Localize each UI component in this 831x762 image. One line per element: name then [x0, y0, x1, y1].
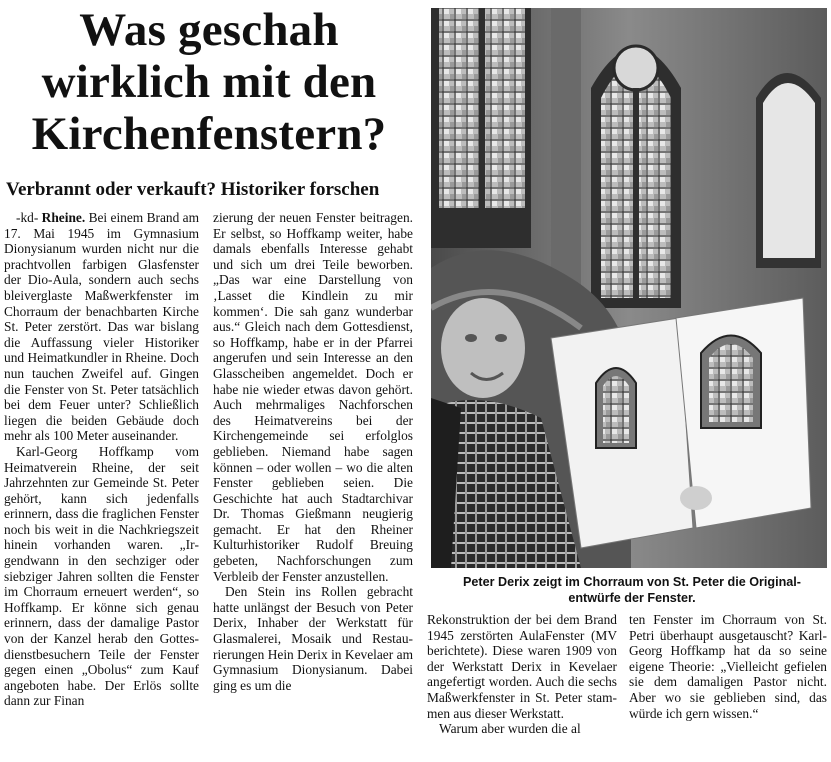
headline-line-1: Was geschah	[79, 4, 339, 56]
article-photo	[431, 8, 827, 568]
church-window-photo	[431, 8, 827, 568]
paragraph: Warum aber wurden die al	[439, 721, 581, 737]
text-column-1	[4, 210, 199, 760]
paragraph: ten Fenster im Chorraum von St. Petri überhaupt ausgetauscht? Karl-Georg Hoffkamp hat da so seine eigene Theorie: „Vielleicht gefielen sie dem damaligen Pastor nicht. Aber wo sie geblieben sind, das würde ich gern wissen.“	[629, 612, 827, 721]
paragraph	[4, 210, 199, 444]
text-column-2	[213, 210, 413, 760]
paragraph: Den Stein ins Rollen gebracht hatte unlängst der Besuch von Peter Derix, Inhaber der Werkstatt für Glasmalerei, Mosaik und Restaurierungen Hein Derix in Kevelaer am Gymnasium Dionysianum. Dabei ging es um die	[213, 584, 413, 693]
paragraph: Karl-Georg Hoffkamp vom Heimatverein Rheine, der seit Jahrzehnten zur Gemeinde St. Peter gehört, kann sich jedenfalls erinnern, dass die fraglichen Fenster noch bis weit in die Nachkriegszeit hinein vorhanden waren. „Irgendwann in den sechziger oder siebziger Jahren sollten die Fenster im Chorraum erneuert werden“, so Hoffkamp. Er könne sich genau erinnern, dass der damalige Pastor von der Kanzel herab den Gottesdienstbesuchern Teile der Fenster gegen einen „Obolus“ zum Kauf angeboten habe. Der Erlös sollte dann zur Finan	[4, 443, 199, 709]
byline: -kd-	[16, 210, 39, 225]
headline-line-2: wirklich mit den	[41, 56, 377, 108]
text-column-4	[629, 612, 827, 760]
caption-line-1: Peter Derix zeigt im Chorraum von St. Peter die Original-	[462, 575, 801, 589]
headline-line-3: Kirchenfenstern?	[31, 108, 387, 160]
caption-line-2: entwürfe der Fenster.	[568, 591, 696, 605]
dateline: Rheine.	[41, 210, 86, 225]
paragraph: Rekonstruktion der bei dem Brand 1945 zerstörten AulaFenster (MV berichtete). Diese waren 1909 von der Werkstatt Derix in Kevelaer angefertigt worden. Auch die sechs Maßwerkfenster in St. Peter stammen aus dieser Werkstatt.	[427, 612, 617, 721]
article-subheadline: Verbrannt oder verkauft? Historiker forschen	[6, 179, 380, 200]
article-headline	[0, 4, 418, 160]
text-column-3	[427, 612, 617, 760]
paragraph-text: Bei einem Brand am 17. Mai 1945 im Gymnasium Dionysianum wurden nicht nur die prachtvollen farbigen Glasfenster der Dio-Aula, sondern auch sechs bleiverglaste Maßwerkfenster im Chorraum der benachbarten Kirche St. Peter zerstört. Das war bislang die Auffassung vieler Historiker und Heimatkundler in Rheine. Doch nun tauchen Zweifel auf. Gingen die Fenster von St. Peter tatsächlich bei dem Feuer unter? Schließlich liegen die beiden Gebäude doch mehr als 100 Meter auseinander.	[4, 210, 199, 444]
photo-caption	[437, 574, 827, 606]
paragraph: zierung der neuen Fenster beitragen. Er selbst, so Hoffkamp weiter, habe damals ebenfalls Interesse gehabt und sich um drei Teile beworben. „Das war eine Darstellung von ‚Lasset die Kindlein zu mir kommen‘. Die sah ganz wunderbar aus.“ Gleich nach dem Gottesdienst, so Hoffkamp, habe er in der Pfarrei angerufen und sein Interesse an den Glasscheiben angemeldet. Doch er habe nie wieder etwas davon gehört. Auch mehrmaliges Nachforschen des Heimatvereins bei der Kirchengemeinde sei erfolglos geblieben. Niemand habe sagen können – oder wollen – wo die alten Fenster geblieben seien. Die Geschichte hat auch Stadtarchivar Dr. Thomas Gießmann neugierig gemacht. Er hat den Rheiner Kulturhistoriker Rudolf Breuing gebeten, Nachforschungen zum Verbleib der Fenster anzustellen.	[213, 210, 413, 584]
